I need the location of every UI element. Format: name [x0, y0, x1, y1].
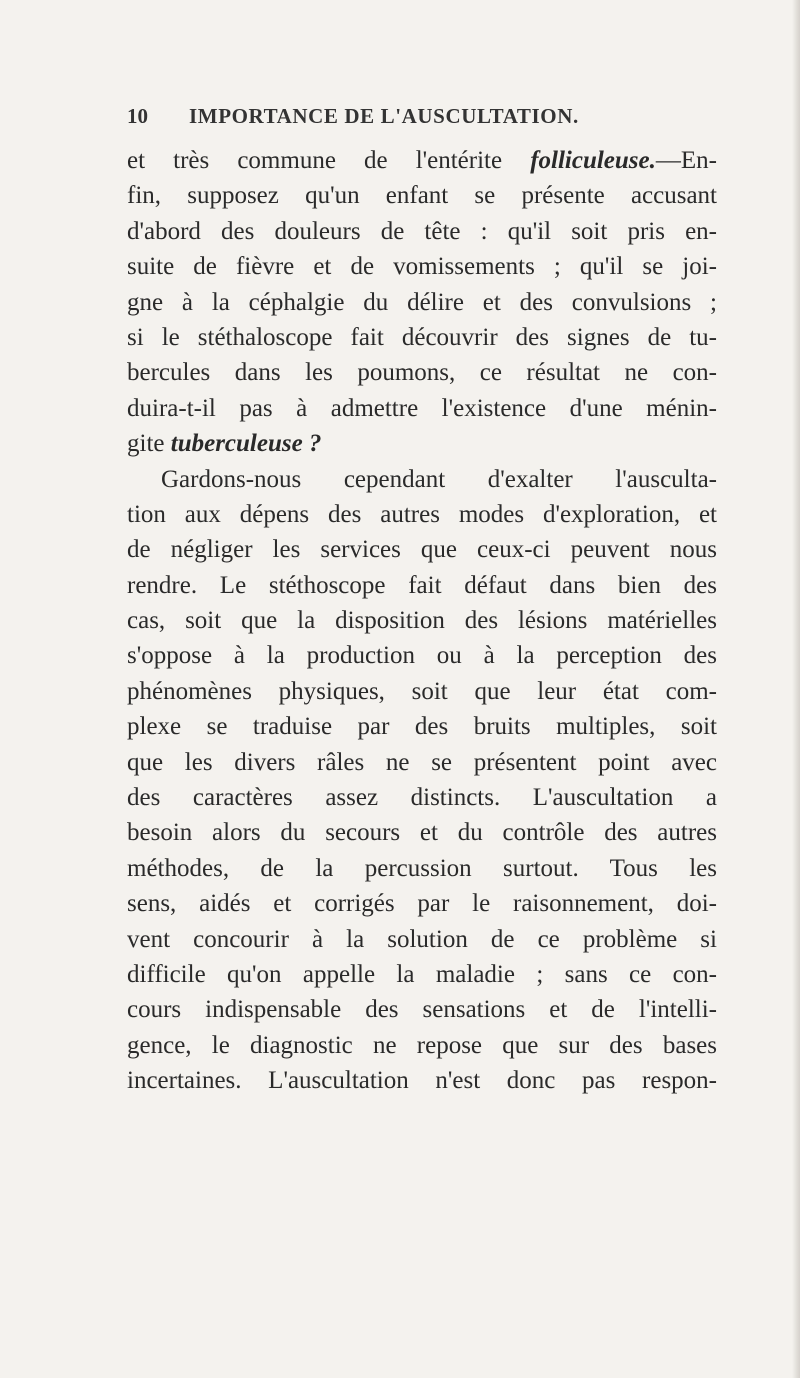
text-line: vent concourir à la solution de ce problème si: [127, 925, 717, 953]
page-header: [127, 100, 717, 136]
page-edge-shadow: [792, 0, 800, 1378]
text-line: rendre. Le stéthoscope fait défaut dans bien des: [127, 571, 717, 599]
text-line: duira-t-il pas à admettre l'existence d'une ménin-: [127, 394, 717, 422]
text-line: gence, le diagnostic ne repose que sur des bases: [127, 1031, 717, 1059]
text-line: s'oppose à la production ou à la perception des: [127, 642, 717, 670]
text-line: suite de fièvre et de vomissements ; qu'il se joi-: [127, 253, 717, 281]
text-line: que les divers râles ne se présentent point avec: [127, 748, 717, 776]
body-text: [127, 143, 717, 1099]
text-line: gne à la céphalgie du délire et des convulsions ;: [127, 288, 717, 316]
text-line: incertaines. L'auscultation n'est donc pas respon-: [127, 1067, 717, 1095]
text-line: plexe se traduise par des bruits multiples, soit: [127, 713, 717, 741]
text-line: d'abord des douleurs de tête : qu'il soit pris en-: [127, 217, 717, 245]
text-line: des caractères assez distincts. L'auscultation a: [127, 784, 717, 812]
text-line: bercules dans les poumons, ce résultat ne con-: [127, 359, 717, 387]
text-line: phénomènes physiques, soit que leur état com-: [127, 677, 717, 705]
text-line: sens, aidés et corrigés par le raisonnement, doi-: [127, 890, 717, 918]
text-line: fin, supposez qu'un enfant se présente accusant: [127, 182, 717, 210]
text-line: de négliger les services que ceux-ci peuvent nous: [127, 536, 717, 564]
text-line: gite tuberculeuse ?: [127, 430, 322, 458]
text-line: cours indispensable des sensations et de l'intelli-: [127, 996, 717, 1024]
text-line: tion aux dépens des autres modes d'exploration, et: [127, 500, 717, 528]
text-line: difficile qu'on appelle la maladie ; sans ce con-: [127, 960, 717, 988]
page-number: 10: [127, 104, 148, 128]
text-line: cas, soit que la disposition des lésions matérielles: [127, 607, 717, 635]
text-line: si le stéthaloscope fait découvrir des signes de tu-: [127, 323, 717, 351]
text-line: et très commune de l'entérite folliculeuse.—En-: [127, 147, 717, 174]
text-line: besoin alors du secours et du contrôle des autres: [127, 819, 717, 847]
text-line: Gardons-nous cependant d'exalter l'ausculta-: [161, 465, 717, 493]
text-line: méthodes, de la percussion surtout. Tous les: [127, 854, 717, 882]
running-title: IMPORTANCE DE L'AUSCULTATION.: [189, 104, 579, 128]
